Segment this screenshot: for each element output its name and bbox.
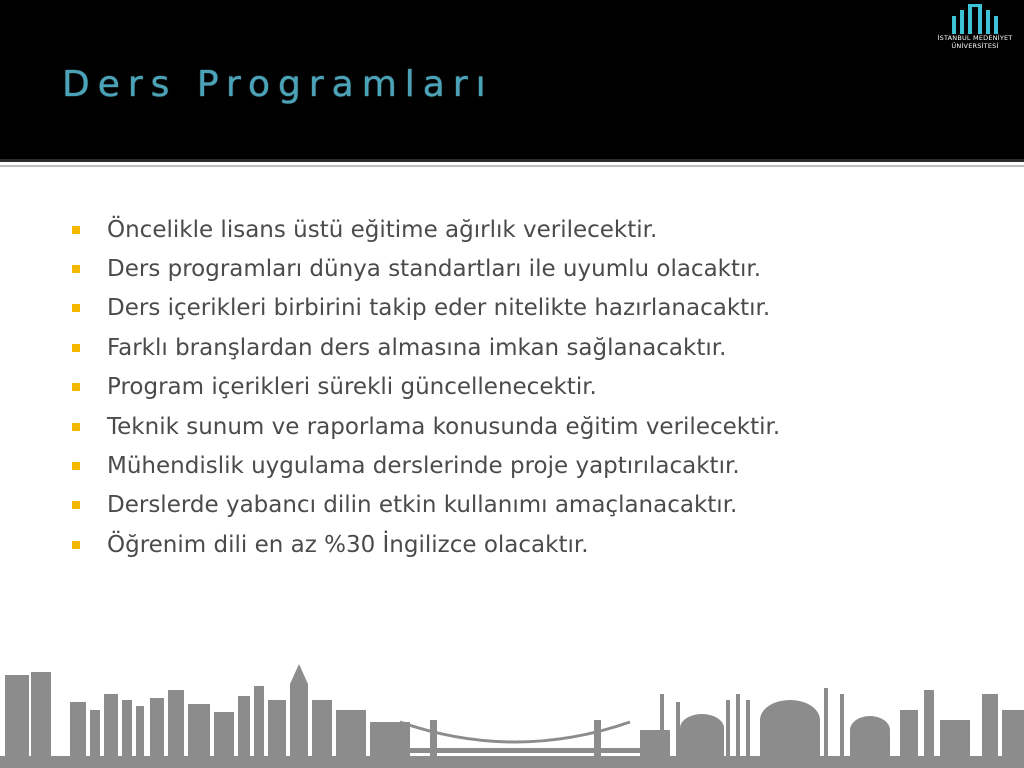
list-item [72,525,780,564]
logo-text-line1: İSTANBUL MEDENİYET [937,34,1013,42]
list-item [72,328,780,367]
bullet-square-icon [72,541,80,549]
bullet-text: Farklı branşlardan ders almasına imkan sağlanacaktır. [107,334,727,361]
header-divider-light [0,165,1024,167]
bullet-list [72,210,780,565]
list-item [72,486,780,525]
bullet-square-icon [72,265,80,273]
bullet-square-icon [72,501,80,509]
bullet-text: Ders içerikleri birbirini takip eder nitelikte hazırlanacaktır. [107,295,771,322]
header-divider [0,159,1024,162]
istanbul-skyline-icon [0,660,1024,768]
bullet-square-icon [72,304,80,312]
list-item [72,407,780,446]
list-item [72,249,780,288]
slide-title: Ders Programları [62,64,494,105]
list-item [72,289,780,328]
bullet-text: Öncelikle lisans üstü eğitime ağırlık verilecektir. [107,216,658,243]
university-columns-icon [950,4,1000,34]
university-logo [928,4,1022,58]
list-item [72,368,780,407]
bullet-square-icon [72,462,80,470]
logo-text-line2: ÜNİVERSİTESİ [951,42,999,50]
bullet-square-icon [72,344,80,352]
bullet-text: Derslerde yabancı dilin etkin kullanımı amaçlanacaktır. [107,492,738,519]
bullet-text: Öğrenim dili en az %30 İngilizce olacaktır. [107,531,589,558]
list-item [72,446,780,485]
bullet-square-icon [72,423,80,431]
bullet-text: Teknik sunum ve raporlama konusunda eğitim verilecektir. [107,413,781,440]
bullet-text: Program içerikleri sürekli güncellenecektir. [107,374,597,401]
bullet-text: Mühendislik uygulama derslerinde proje yaptırılacaktır. [107,453,740,480]
bullet-text: Ders programları dünya standartları ile uyumlu olacaktır. [107,256,762,283]
bullet-square-icon [72,226,80,234]
bullet-square-icon [72,383,80,391]
list-item [72,210,780,249]
